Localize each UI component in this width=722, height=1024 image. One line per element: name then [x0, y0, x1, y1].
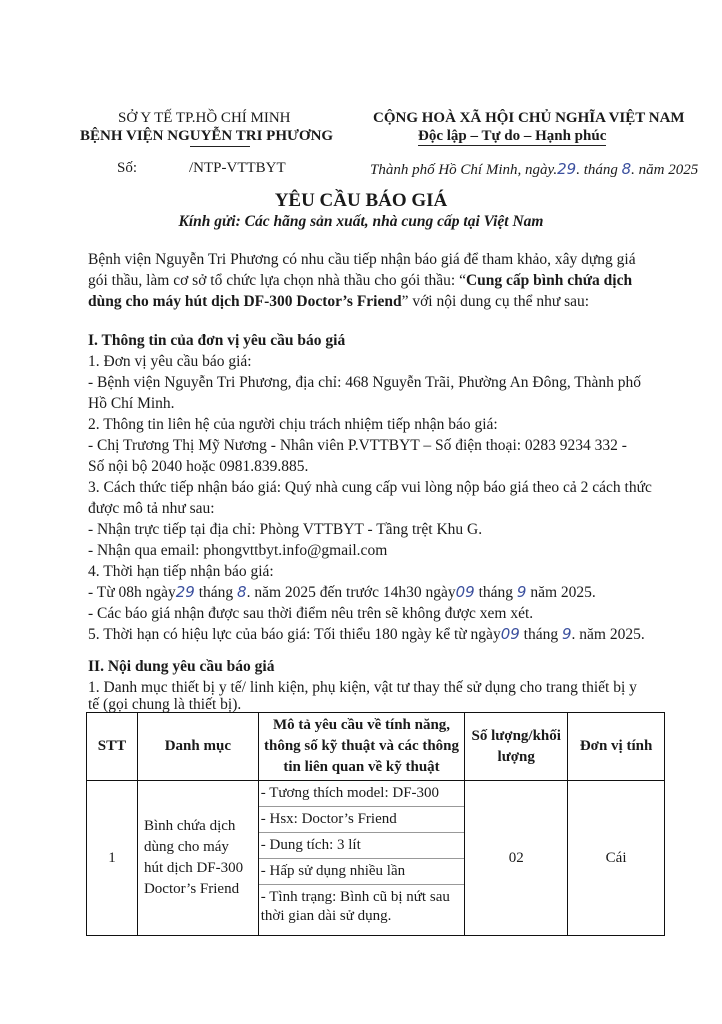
- spec-item: - Tương thích model: DF-300: [259, 781, 465, 807]
- handwritten-month: 8: [237, 583, 247, 601]
- handwritten-day: 09: [455, 583, 475, 601]
- handwritten-day: 29: [175, 583, 195, 601]
- recipient-line: Kính gửi: Các hãng sản xuất, nhà cung cấp tại Việt Nam: [178, 213, 544, 230]
- month-label: tháng: [523, 626, 559, 643]
- s2-line: 1. Danh mục thiết bị y tế/ linh kiện, phụ kiện, vật tư thay thế sử dụng cho trang thiết bị y: [88, 679, 637, 696]
- s1-line: 4. Thời hạn tiếp nhận báo giá:: [88, 563, 274, 580]
- s1-line: - Nhận qua email: phongvttbyt.info@gmail.com: [88, 542, 388, 559]
- spec-item: - Hsx: Doctor’s Friend: [259, 807, 465, 833]
- s1-line: 2. Thông tin liên hệ của người chịu trách nhiệm tiếp nhận báo giá:: [88, 416, 498, 433]
- issue-date-month-label: tháng: [583, 162, 618, 178]
- intro-text: gói thầu, làm cơ sở tổ chức lựa chọn nhà thầu cho gói thầu: “: [88, 272, 466, 289]
- dots: .: [631, 162, 635, 178]
- national-motto-text: Độc lập – Tự do – Hạnh phúc: [418, 128, 607, 144]
- request-table: [86, 712, 665, 936]
- republic-title: CỘNG HOÀ XÃ HỘI CHỦ NGHĨA VIỆT NAM: [373, 110, 685, 126]
- spec-item: - Dung tích: 3 lít: [259, 833, 465, 859]
- issue-date: [370, 160, 698, 179]
- handwritten-day: 29: [557, 160, 577, 178]
- s1-line: Số nội bộ 2040 hoặc 0981.839.885.: [88, 458, 309, 475]
- intro-line-1: Bệnh viện Nguyễn Tri Phương có nhu cầu tiếp nhận báo giá để tham khảo, xây dựng giá: [88, 251, 636, 268]
- document-title: YÊU CẦU BÁO GIÁ: [274, 190, 448, 211]
- row-stt: 1: [87, 781, 138, 936]
- dots: .: [576, 162, 580, 178]
- package-name: Cung cấp bình chứa dịch: [465, 272, 633, 289]
- receipt-year: năm 2025.: [530, 584, 596, 601]
- intro-line-2: [88, 270, 632, 291]
- s1-line: Hồ Chí Minh.: [88, 395, 175, 412]
- s1-line: 3. Cách thức tiếp nhận báo giá: Quý nhà cung cấp vui lòng nộp báo giá theo cả 2 cách thức: [88, 479, 652, 496]
- row-qty: 02: [465, 781, 568, 936]
- handwritten-month: 8: [621, 160, 632, 178]
- hospital-name-text: BỆNH VIỆN NGUYỄN TRI PHƯƠNG: [80, 128, 334, 144]
- validity-period: 5. Thời hạn có hiệu lực của báo giá: Tối thiểu 180 ngày kể từ ngày09 tháng 9. năm 2025.: [88, 625, 645, 643]
- intro-text: ” với nội dung cụ thể như sau:: [401, 293, 590, 310]
- issue-date-prefix: Thành phố Hồ Chí Minh, ngày: [370, 162, 554, 178]
- spec-item: - Tình trạng: Bình cũ bị nứt sau thời gian dài sử dụng.: [260, 889, 450, 924]
- s1-line: - Chị Trương Thị Mỹ Nương - Nhân viên P.VTTBYT – Số điện thoại: 0283 9234 332 -: [88, 437, 627, 454]
- s2-line: tế (gọi chung là thiết bị).: [88, 696, 242, 713]
- section-1-heading: I. Thông tin của đơn vị yêu cầu báo giá: [88, 332, 346, 349]
- document-number: /NTP-VTTBYT: [189, 160, 286, 176]
- handwritten-day: 09: [500, 625, 520, 643]
- handwritten-month: 9: [561, 625, 572, 643]
- document-number-label: Số:: [117, 160, 138, 176]
- col-desc: Mô tả yêu cầu về tính năng, thông số kỹ thuật và các thông tin liên quan về kỹ thuật: [258, 713, 465, 781]
- intro-line-3: [88, 291, 589, 312]
- col-qty: Số lượng/khối lượng: [465, 713, 568, 781]
- receipt-mid: năm 2025 đến trước 14h30 ngày: [254, 584, 456, 601]
- department-name: SỞ Y TẾ TP.HỒ CHÍ MINH: [118, 110, 291, 126]
- s1-line: được mô tả như sau:: [88, 500, 215, 517]
- s1-line: - Các báo giá nhận được sau thời điểm nêu trên sẽ không được xem xét.: [88, 605, 534, 622]
- table-header-row: [87, 713, 665, 781]
- spec-item: - Hấp sử dụng nhiều lần: [259, 859, 465, 885]
- s1-line: - Bệnh viện Nguyễn Tri Phương, địa chỉ: 468 Nguyễn Trãi, Phường An Đông, Thành phố: [88, 374, 642, 391]
- national-motto: [418, 128, 606, 145]
- month-label: tháng: [478, 584, 514, 601]
- receipt-period: - Từ 08h ngày29 tháng 8. năm 2025 đến trước 14h30 ngày09 tháng 9 năm 2025.: [88, 583, 596, 601]
- hospital-name: [80, 128, 333, 145]
- receipt-from-prefix: - Từ 08h ngày: [88, 584, 176, 601]
- col-name: Danh mục: [137, 713, 258, 781]
- validity-prefix: 5. Thời hạn có hiệu lực của báo giá: Tối thiểu 180 ngày kể từ ngày: [88, 626, 501, 643]
- row-specs: [258, 781, 465, 936]
- spec-list: [259, 781, 465, 929]
- issue-date-year: năm 2025: [638, 162, 699, 178]
- row-name: Bình chứa dịch dùng cho máy hút dịch DF-300 Doctor’s Friend: [137, 781, 258, 936]
- hospital-underline: [190, 146, 250, 147]
- s1-line: 1. Đơn vị yêu cầu báo giá:: [88, 353, 252, 370]
- month-label: tháng: [198, 584, 234, 601]
- handwritten-month: 9: [516, 583, 527, 601]
- dots: .: [553, 162, 558, 178]
- row-unit: Cái: [568, 781, 665, 936]
- s1-line: - Nhận trực tiếp tại địa chỉ: Phòng VTTBYT - Tầng trệt Khu G.: [88, 521, 483, 538]
- col-unit: Đơn vị tính: [568, 713, 665, 781]
- package-name-cont: dùng cho máy hút dịch DF-300 Doctor’s Friend: [88, 293, 402, 310]
- table-row: [87, 781, 665, 936]
- col-stt: STT: [87, 713, 138, 781]
- validity-year: năm 2025.: [579, 626, 645, 643]
- section-2-heading: II. Nội dung yêu cầu báo giá: [88, 658, 275, 675]
